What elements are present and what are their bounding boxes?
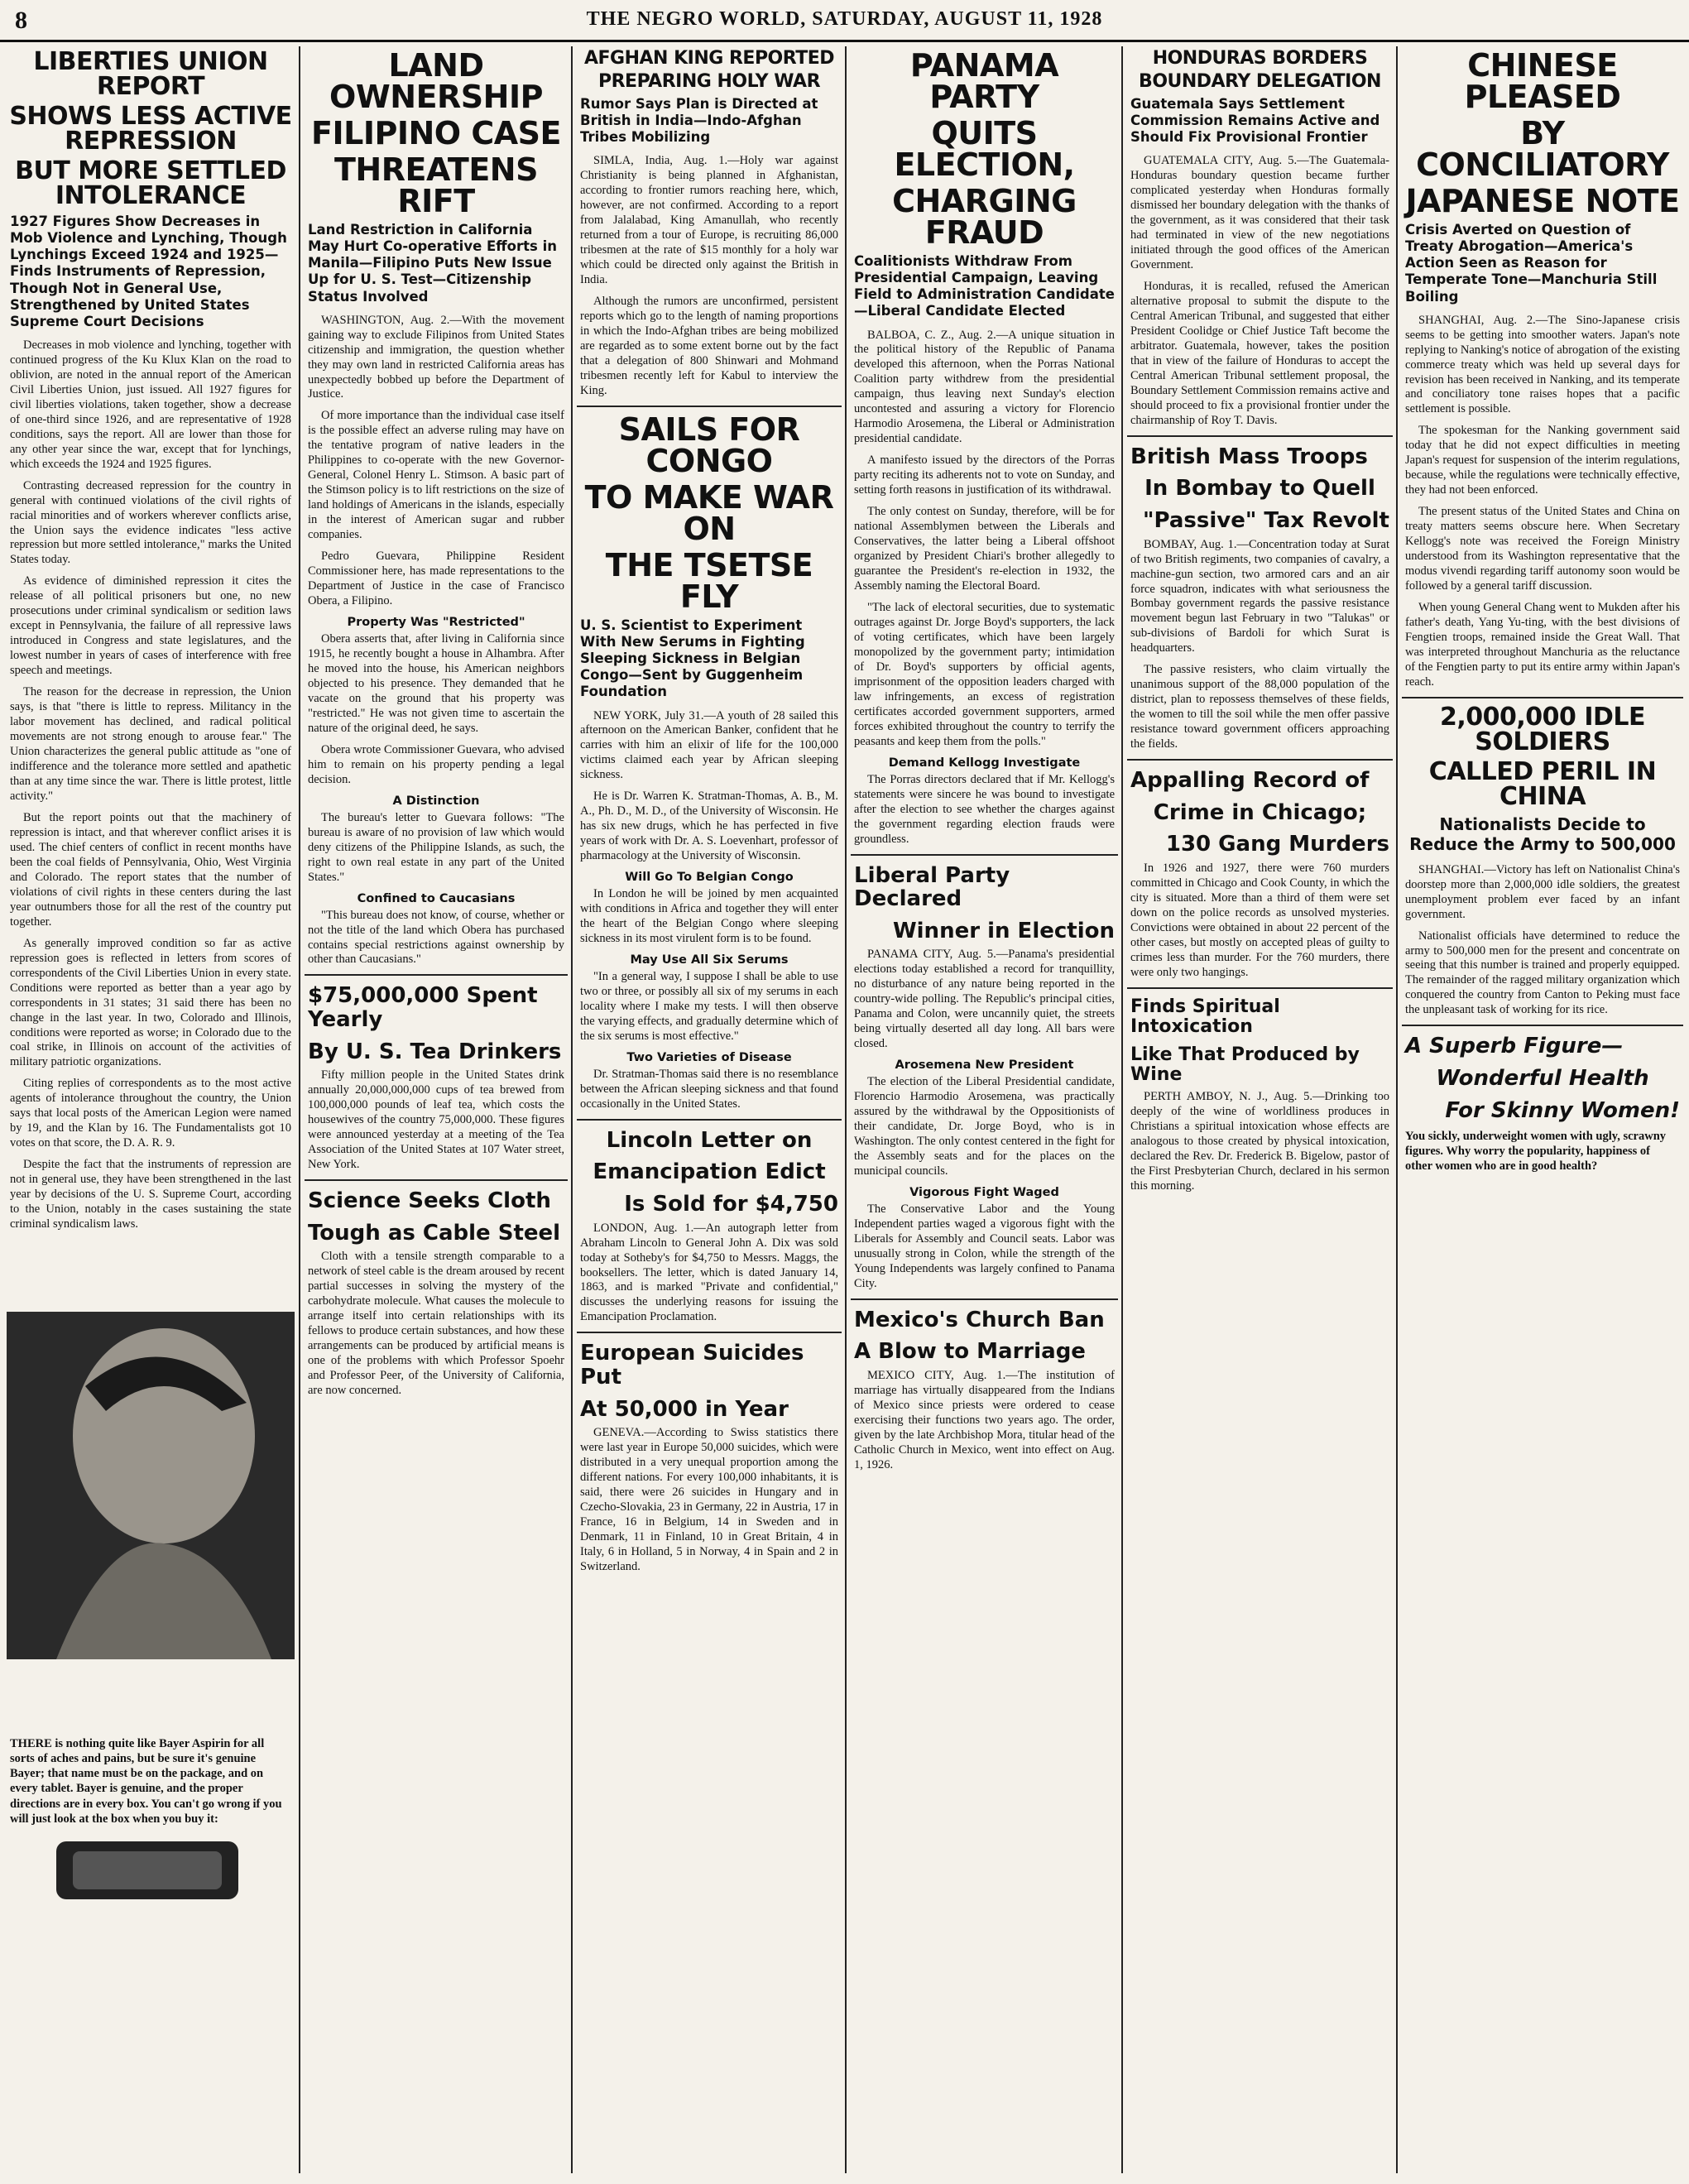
article-paragraph: Fifty million people in the United States drink annually 20,000,000,000 cups of tea brewed from 100,000,000 pounds of leaf tea, which costs the housewives of the country 75,000,000. These figures were announced yesterday at a meeting of the Tea Association of the United States at 107 Water street, New York. [308, 1068, 564, 1172]
page-number: 8 [15, 7, 27, 34]
article-paragraph: Honduras, it is recalled, refused the American alternative proposal to submit the dispute to the Central American Tribunal, and suggested that either President Coolidge or Chief Justice Taft become the arbitrator. Guatemala, however, takes the position that in view of the failure of Honduras to accept the Central American Tribunal settlement proposal, the Boundary Settlement Commission remains active and should proceed to fix a provisional frontier under the chairmanship of Roy T. Davis. [1130, 280, 1389, 427]
headline-line: AFGHAN KING REPORTED [583, 48, 835, 69]
article-divider [305, 974, 568, 976]
article-paragraph: Contrasting decreased repression for the country in general with continued violations of the civil rights of racial minorities and of workers wherever conflicts arise, the Union says the evidence indicates "less active repression but more settled intolerance," marks the United States today. [10, 478, 291, 567]
column-rule [1396, 46, 1398, 2173]
section-subhead: Property Was "Restricted" [347, 616, 525, 630]
article-headline: In Bombay to Quell [1144, 476, 1375, 502]
article-paragraph: WASHINGTON, Aug. 2.—With the movement gaining way to exclude Filipinos from United States citizenship and immigration, the question whether they may own land in restricted California areas has unexpectedly bobbed up before the Department of Justice. [308, 313, 564, 401]
article-paragraph: The reason for the decrease in repression, the Union says, is that "there is little to repress. Militancy in the labor movement has declined, and radical political movements are not strong enough to arouse fear." The Union characterizes the general public attitude as "one of indifference and the tolerance more settled and apathetic than at any time since the war. There is little protest, little activity." [10, 685, 291, 803]
article-divider [851, 854, 1118, 856]
article-paragraph: Obera wrote Commissioner Guevara, who advised him to remain on his property pending a legal decision. [308, 742, 564, 786]
article-headline: "Passive" Tax Revolt [1142, 508, 1389, 533]
article-deck: Land Restriction in California May Hurt Co-operative Efforts in Manila—Filipino Puts New Issue Up for U. S. Test—Citizenship Status Involved [308, 222, 557, 305]
article-paragraph: Of more importance than the individual case itself is the possible effect an adverse ruling may have on the tentative program of native leaders in the Philippines to co-operate with the new Governor-General, Colonel Henry L. Stimson. A basic part of the Stimson policy is to lift restrictions on the size of land holdings of Americans in the islands, especially in the interest of American sugar and rubber companies. [308, 409, 564, 542]
headline-line: PANAMA PARTY [909, 47, 1059, 115]
headline-line: BY CONCILIATORY [1416, 115, 1669, 183]
article-paragraph: NEW YORK, July 31.—A youth of 28 sailed this afternoon on the American Banker, confident that he carries with him an elixir of life for the 100,000 victims claimed each year by African sleeping sickness. [580, 708, 838, 782]
article-deck: Rumor Says Plan is Directed at British in India—Indo-Afghan Tribes Mobilizing [580, 96, 818, 146]
column-6 [1402, 46, 1683, 2173]
section-subhead: A Distinction [392, 794, 480, 808]
article-paragraph: The only contest on Sunday, therefore, will be for national Assemblymen between the Liberals and Conservatives, the latter being a Liberal offshoot organized by President Chiari's brother allegedly to guarantee the President's re-election in 1932, the Assembly naming the Electoral Board. [854, 505, 1115, 593]
headline-line: HONDURAS BORDERS [1152, 48, 1368, 69]
health-advertisement: You sickly, underweight women with ugly, scrawny figures. Why worry the popularity, happiness of other women who are in good health? [1405, 1130, 1667, 1174]
headline-line: THE TSETSE FLY [605, 546, 813, 615]
article-divider [1402, 697, 1683, 698]
article-paragraph: BOMBAY, Aug. 1.—Concentration today at Surat of two British regiments, two companies of cavalry, a machine-gun section, two armored cars and an air force squadron, indicates with what seriousness the Bombay government regards the passive resistance movement begun last February in two "Talukas" or sub-divisions of Bardoli for which Surat is headquarters. [1130, 537, 1389, 655]
article-paragraph: PANAMA CITY, Aug. 5.—Panama's presidential elections today established a record for tranquillity, no disturbance of any nature being reported in the country-wide polling. The Republic's principal cities, Panama and Colon, were uncannily quiet, the streets being virtually deserted all day long. All bars were closed. [854, 948, 1115, 1051]
article-divider [1127, 435, 1393, 437]
article-divider [1402, 1025, 1683, 1026]
headline-line: CHINESE PLEASED [1464, 47, 1621, 115]
article-paragraph: In 1926 and 1927, there were 760 murders committed in Chicago and Cook County, in which the city is situated. More than a third of them were set down on the police records as unsolved mysteries. Convictions were obtained in about 22 percent of the other cases, but mostly on accepted pleas of guilty to crimes less than murder. For the 760 murders, there were only two hangings. [1130, 861, 1389, 979]
headline-line: BUT MORE SETTLED INTOLERANCE [15, 156, 286, 210]
article-paragraph: Cloth with a tensile strength comparable to a network of steel cable is the dream aroused by recent partial successes in solving the mystery of the carbohydrate molecule. What causes the molecule to arrange itself into certain relationships with its fellows to produce certain substances, and how these arrangements can be produced by artificial means is one of the problems with which Professor Spoehr and Professor Peer, of the University of California, are now concerned. [308, 1250, 564, 1397]
aspirin-package-icon [7, 1833, 288, 1908]
headline-line: JAPANESE NOTE [1405, 183, 1680, 219]
article-paragraph: "In a general way, I suppose I shall be able to use two or three, or possibly all six of my serums in each locality where I make my tests. I will then observe the varying effects, and gradually determine which of the six serums is most effective." [580, 970, 838, 1043]
article-deck: U. S. Scientist to Experiment With New Serums in Fighting Sleeping Sickness in Belgian Congo—Sent by Guggenheim Foundation [580, 617, 805, 700]
article-deck: 1927 Figures Show Decreases in Mob Violence and Lynching, Though Lynchings Exceed 1924 and 1925—Finds Instruments of Repression, Though Not in General Use, Strengthened by United States Supreme Court Decisions [10, 214, 287, 329]
article-paragraph: MEXICO CITY, Aug. 1.—The institution of marriage has virtually disappeared from the Indians of Mexico since priests were ordered to cease exercising their functions two years ago. The order, given by the late Archbishop Mora, titular head of the Catholic Church in Mexico, went into effect on Aug. 1, 1926. [854, 1368, 1115, 1471]
headline-line: LIBERTIES UNION REPORT [33, 47, 268, 101]
newspaper-title: THE NEGRO WORLD, SATURDAY, AUGUST 11, 1928 [586, 8, 1103, 30]
headline-line: CALLED PERIL IN CHINA [1428, 756, 1657, 811]
headline-line: SAILS FOR CONGO [618, 410, 800, 479]
article-paragraph: GUATEMALA CITY, Aug. 5.—The Guatemala-Honduras boundary question became further complicated yesterday when Honduras formally dismissed her boundary delegation with the thanks of the government, as it was considered that their task had terminated in view of the new negotiations initiated through the good offices of the American Government. [1130, 154, 1389, 272]
article-paragraph: Despite the fact that the instruments of repression are not in general use, they have been strengthened in the last year by decisions of the U. S. Supreme Court, according to the Union, notably in the cases sustaining the state criminal syndicalism laws. [10, 1158, 291, 1231]
article-paragraph: But the report points out that the machinery of repression is intact, and that wherever conflict arises it is used. The chief centers of conflict in recent months have been the coal fields of Pennsylvania, Ohio, West Virginia and Colorado. The report states that the number of violations of civil rights in these centers during the last year outnumbers those for all the rest of the country put together. [10, 810, 291, 929]
article-divider [851, 1298, 1118, 1300]
article-paragraph: SIMLA, India, Aug. 1.—Holy war against Christianity is being planned in Afghanistan, according to frontier rumors reaching here, which, however, are not confirmed. According to a report from Jalalabad, King Amanullah, who recently returned from a tour of Europe, is recruiting 86,000 tribesmen at the rate of $15 monthly for a holy war which could be directed only against the British in India. [580, 154, 838, 287]
article-headline: $75,000,000 Spent Yearly [308, 983, 538, 1033]
section-subhead: Arosemena New President [895, 1058, 1074, 1073]
article-deck: Nationalists Decide to Reduce the Army to 500,000 [1409, 814, 1676, 855]
article-paragraph: The Conservative Labor and the Young Independent parties waged a vigorous fight with the Liberals for Assembly and Council seats. Labor was unusually strong in Colon, while the strength of the Young Independents was largely confined to Panama City. [854, 1202, 1115, 1290]
article-paragraph: Nationalist officials have determined to reduce the army to 500,000 men for the present and concentrate on seeing that this number is trained and properly equipped. The remainder of the ragged military organization which conquered the country from Canton to Peking must face the unpleasant task of working for its rice. [1405, 929, 1680, 1017]
headline-line: QUITS ELECTION, [894, 115, 1075, 183]
headline-line: PREPARING HOLY WAR [597, 71, 821, 92]
advertisement-photo [7, 1246, 295, 1726]
article-headline: Science Seeks Cloth [308, 1188, 551, 1213]
article-paragraph: Dr. Stratman-Thomas said there is no resemblance between the African sleeping sickness and that found occasionally in the United States. [580, 1067, 838, 1111]
article-paragraph: He is Dr. Warren K. Stratman-Thomas, A. B., M. A., Ph. D., M. D., of the University of Wisconsin. He has six new drugs, which he has perfected in five years of work with Dr. A. S. Loevenhart, professor of pharmacology at the University of Wisconsin. [580, 790, 838, 863]
article-paragraph: In London he will be joined by men acquainted with conditions in Africa and together they will enter the heart of the Belgian Congo where sleeping sickness in its most virulent form is to be found. [580, 887, 838, 946]
section-subhead: Demand Kellogg Investigate [888, 756, 1081, 770]
article-deck: Coalitionists Withdraw From Presidential Campaign, Leaving Field to Administration Candidate—Liberal Candidate Elected [854, 253, 1115, 319]
article-paragraph: As evidence of diminished repression it cites the release of all political prisoners but one, no new prosecutions under criminal syndicalism or sedition laws except in Pennsylvania, the failure of all repressive laws introduced in Congress and state legislatures, and the lowest number in years of cases of interference with free speech and meetings. [10, 574, 291, 678]
section-subhead: Will Go To Belgian Congo [625, 871, 794, 885]
article-headline: Crime in Chicago; [1153, 799, 1367, 825]
article-headline: By U. S. Tea Drinkers [308, 1039, 562, 1064]
headline-line: THREATENS RIFT [334, 151, 538, 219]
headline-line: LAND OWNERSHIP [329, 47, 543, 115]
article-headline: Mexico's Church Ban [854, 1307, 1105, 1332]
article-paragraph: GENEVA.—According to Swiss statistics there were last year in Europe 50,000 suicides, which were distributed in a very unequal proportion among the different nations. For every 100,000 inhabitants, it is said, there were 26 suicides in Hungary and in Czecho-Slovakia, 23 in Germany, 22 in Austria, 17 in France, 16 in Belgium, 14 in Sweden and in Denmark, 11 in Finland, 10 in Great Britain, 4 in Italy, 6 in Holland, 5 in Norway, 4 in Spain and 2 in Switzerland. [580, 1426, 838, 1573]
article-headline: At 50,000 in Year [580, 1396, 789, 1422]
article-headline: British Mass Troops [1130, 444, 1368, 469]
section-subhead: Two Varieties of Disease [626, 1050, 792, 1064]
article-paragraph: SHANGHAI.—Victory has left on Nationalist China's doorstep more than 2,000,000 idle soldiers, the greatest unemployment problem ever faced by an infant government. [1405, 862, 1680, 921]
article-deck: Crisis Averted on Question of Treaty Abrogation—America's Action Seen as Reason for Temperate Tone—Manchuria Still Boiling [1405, 222, 1658, 305]
article-headline: Like That Produced by Wine [1130, 1044, 1360, 1086]
article-headline: Winner in Election [892, 918, 1115, 943]
article-divider [577, 1119, 842, 1121]
article-headline: A Blow to Marriage [854, 1339, 1086, 1365]
headline-line: 2,000,000 IDLE SOLDIERS [1439, 702, 1646, 756]
article-paragraph: Decreases in mob violence and lynching, together with continued progress of the Ku Klux Klan on the road to oblivion, are noted in the annual report of the American Civil Liberties Union, just issued. All 1927 figures for civil liberties violations, taken together, show a decrease of one-third since 1926, and are representative of 1928 conditions, says the report. All are lower than those for any other year since the war, except that for lynchings, which exceeds the 1924 and 1925 figures. [10, 338, 291, 471]
article-divider [1127, 759, 1393, 761]
ad-headline: Wonderful Health [1436, 1065, 1649, 1091]
column-2 [305, 46, 568, 2173]
article-paragraph: "This bureau does not know, of course, whether or not the title of the land which Obera has purchased contains special restrictions against ownership by other than Caucasians." [308, 908, 564, 967]
article-paragraph: When young General Chang went to Mukden after his father's death, Yang Yu-ting, with the best divisions of Fengtien troops, remained inside the Great Wall. That was interpreted throughout Manchuria as the reluctance of the Fengtien party to put its entire army within Japan's reach. [1405, 601, 1680, 689]
ad-headline: A Superb Figure— [1405, 1034, 1624, 1059]
article-paragraph: As generally improved condition so far as active repression goes is reflected in letters from scores of correspondents of the Civil Liberties Union in every state. Conditions were reported as better than a year ago by correspondents in 31 states; 31 said there has been no change in the last year. In two, Colorado and Illinois, conditions were reported as worse; in Colorado due to the coal strike, in Illinois on account of the activities of military patriotic organizations. [10, 936, 291, 1069]
article-paragraph: The passive resisters, who claim virtually the unanimous support of the 88,000 population of the district, plan to repossess themselves of these fields, the women to till the soil while the men offer passive resistance toward government officers approaching the fields. [1130, 663, 1389, 751]
article-paragraph: LONDON, Aug. 1.—An autograph letter from Abraham Lincoln to General John A. Dix was sold today at Sotheby's for $4,750 to Messrs. Maggs, the booksellers. The letter, which is dated January 14, 1863, and is marked "Private and confidential," discusses the underlying reasons for issuing the Emancipation Proclamation. [580, 1221, 838, 1324]
article-headline: 130 Gang Murders [1165, 832, 1389, 857]
article-paragraph: The election of the Liberal Presidential candidate, Florencio Harmodio Arosemena, was practically assured by the withdrawal by the Oppositionists of their candidate, Dr. Jorge Boyd, who is in Washington. The only contest centered in the fight for the Assembly seats and for the places on the municipal councils. [854, 1075, 1115, 1178]
article-headline: European Suicides Put [580, 1341, 804, 1390]
article-paragraph: The present status of the United States and China on treaty matters seems obscure here. When Secretary Kellogg's note was received the Foreign Ministry understood from its Washington representative that the modus vivendi regarding tariff autonomy soon would be followed by a general tariff discussion. [1405, 505, 1680, 593]
column-rule [299, 46, 300, 2173]
column-rule [571, 46, 573, 2173]
section-subhead: Confined to Caucasians [357, 891, 516, 905]
article-paragraph: A manifesto issued by the directors of the Porras party reciting its adherents not to vote on Sunday, and setting forth reasons in justification of its withdrawal. [854, 454, 1115, 497]
article-divider [1127, 987, 1393, 989]
column-rule [845, 46, 847, 2173]
article-paragraph: The spokesman for the Nanking government said today that he did not expect difficulties in meeting Japan's request for suspension of the interim regulations, because, while the regulations were technically effective, they had not been enforced. [1405, 424, 1680, 497]
article-headline: Emancipation Edict [593, 1159, 826, 1185]
article-paragraph: Citing replies of correspondents as to the most active agents of intolerance throughout the country, the Union says that local posts of the American Legion were named by 19, and the Klan by 16. The Fundamentalists got 10 votes on that score, the D. A. R. 9. [10, 1077, 291, 1150]
article-divider [305, 1179, 568, 1181]
article-headline: Appalling Record of [1130, 768, 1370, 794]
article-deck: Guatemala Says Settlement Commission Remains Active and Should Fix Provisional Frontier [1130, 96, 1380, 146]
article-headline: Is Sold for $4,750 [624, 1192, 838, 1217]
headline-line: SHOWS LESS ACTIVE REPRESSION [9, 102, 292, 156]
column-5 [1127, 46, 1393, 2173]
article-paragraph: PERTH AMBOY, N. J., Aug. 5.—Drinking too deeply of the wine of worldliness produces in Christians a spiritual intoxication whose effects are analogous to those created by physical intoxication, declared the Rev. Dr. Frederick B. Bigelow, pastor of the First Presbyterian Church, declared in his sermon this morning. [1130, 1090, 1389, 1193]
article-paragraph: "The lack of electoral securities, due to systematic outrages against Dr. Jorge Boyd's supporters, the lack of voting certificates, which have been largely monopolized by the government party; intimidation of Dr. Boyd's supporters by official agents, imprisonment of the opposition leaders charged with law infringements, an excess of registration certificates accorded government supporters, armed forces exhibited throughout the country to terrify the peasants and keep them from the polls." [854, 600, 1115, 748]
article-headline: Tough as Cable Steel [308, 1220, 561, 1246]
article-divider [577, 406, 842, 407]
article-headline: Lincoln Letter on [606, 1127, 813, 1153]
section-subhead: May Use All Six Serums [630, 953, 789, 967]
article-headline: Finds Spiritual Intoxication [1130, 996, 1280, 1037]
column-3 [577, 46, 842, 2173]
article-paragraph: SHANGHAI, Aug. 2.—The Sino-Japanese crisis seems to be getting into smoother waters. Japan's note replying to Nanking's notice of abrogation of the existing commerce treaty which was held up several days for revision has been received in Nanking, and its temperate and conciliatory tone raises hopes that a pacific settlement is possible. [1405, 313, 1681, 416]
headline-line: CHARGING FRAUD [892, 183, 1077, 251]
headline-line: BOUNDARY DELEGATION [1139, 71, 1381, 92]
article-headline: Liberal Party Declared [854, 862, 1010, 912]
article-paragraph: BALBOA, C. Z., Aug. 2.—A unique situation in the political history of the Republic of Panama developed this afternoon, when the Porras National Coalition party withdrew from the presidential campaign, thus leaving next Sunday's election uncontested and assuring a victory for Florencio Harmodio Arosemena, the Liberal or Administration presidential candidate. [854, 328, 1115, 446]
article-paragraph: Obera asserts that, after living in California since 1915, he recently bought a house in Alhambra. After he moved into the house, his American neighbors objected to his presence. They demanded that he vacate on the ground that his property was "restricted." He was not given time to ascertain the nature of the original deed, he says. [308, 632, 564, 735]
column-4 [851, 46, 1118, 2173]
article-paragraph: The bureau's letter to Guevara follows: "The bureau is aware of no provision of law which would deny citizens of the Philippine Islands, as such, the right to own real estate in any part of the United States." [308, 810, 564, 884]
column-1 [7, 46, 295, 2173]
masthead [0, 0, 1689, 42]
headline-line: FILIPINO CASE [311, 115, 561, 151]
article-divider [577, 1332, 842, 1333]
article-paragraph: Although the rumors are unconfirmed, persistent reports which go to the length of naming proportions in which the Indo-Afghan tribes are being mobilized are regarded as to some extent borne out by the fact that a delegation of 800 Shinwari and Mohmand tribesmen recently left for Kabul to interview the King. [580, 295, 838, 397]
ad-headline: For Skinny Women! [1445, 1097, 1680, 1123]
bayer-advertisement: THERE is nothing quite like Bayer Aspirin for all sorts of aches and pains, but be sure it's genuine Bayer; that name must be on the package, and on every tablet. Bayer is genuine, and the proper directions are in every box. You can't go wrong if you will just look at the box when you buy it: [10, 1737, 282, 1826]
column-rule [1121, 46, 1123, 2173]
headline-line: TO MAKE WAR ON [584, 478, 834, 547]
article-paragraph: The Porras directors declared that if Mr. Kellogg's statements were sincere he was bound to investigate after the election to see whether the charges against the government regarding election frauds were groundless. [854, 772, 1115, 846]
section-subhead: Vigorous Fight Waged [909, 1185, 1059, 1199]
article-paragraph: Pedro Guevara, Philippine Resident Commissioner here, has made representations to the Department of Justice in the case of Francisco Obera, a Filipino. [308, 550, 564, 608]
